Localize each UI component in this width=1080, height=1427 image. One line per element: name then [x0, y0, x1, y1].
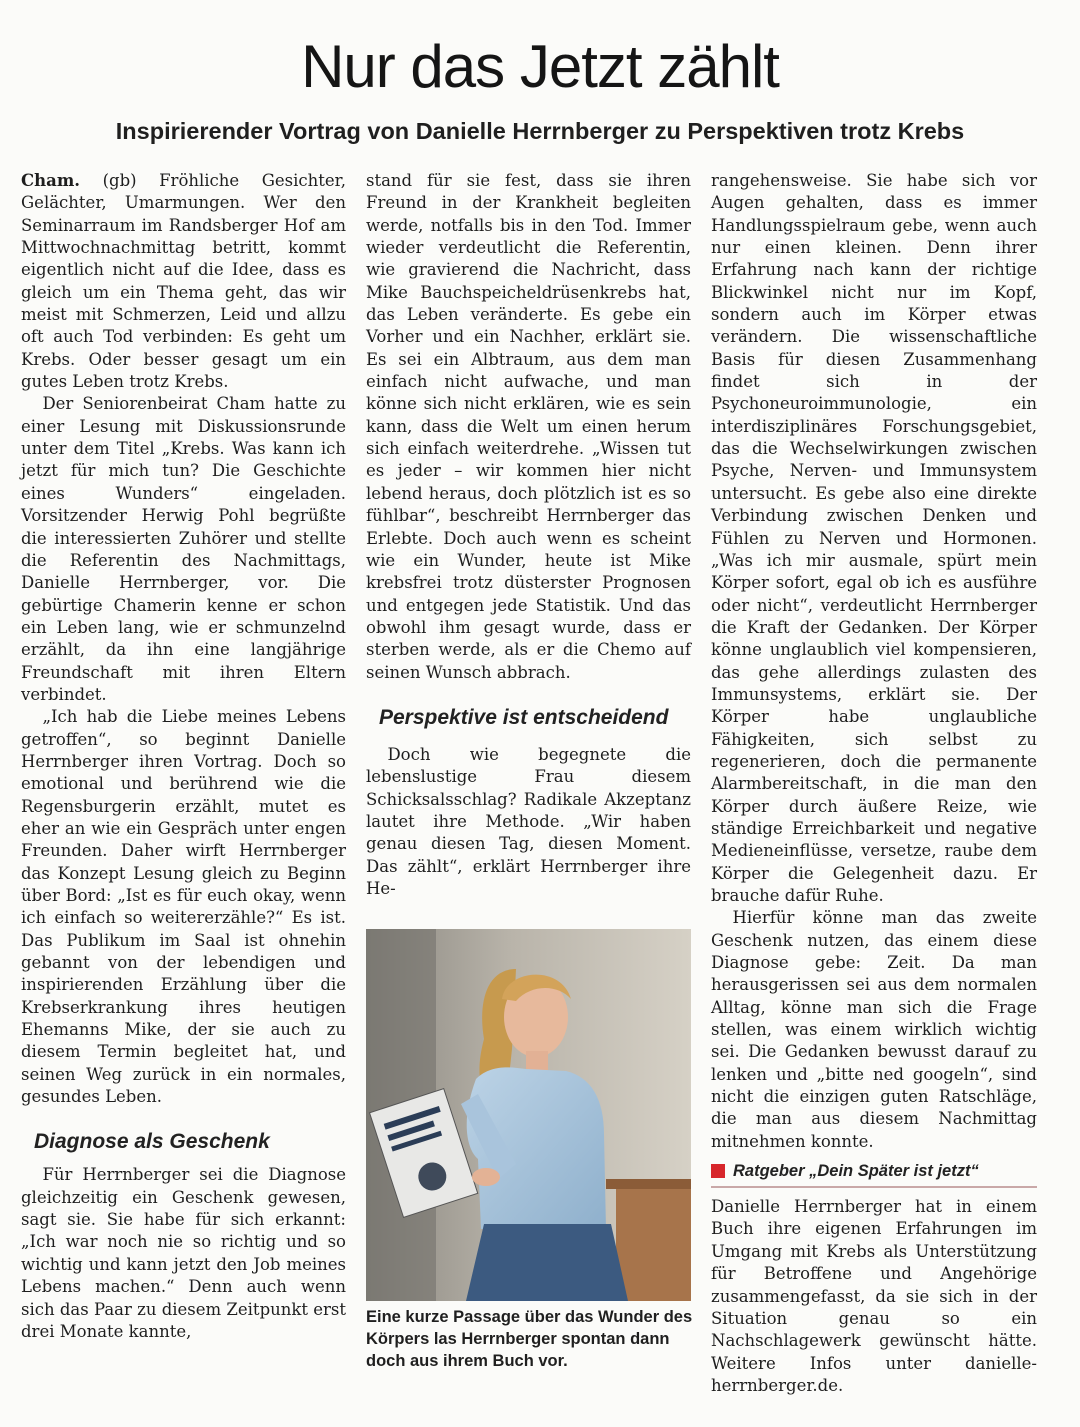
info-box-text: Danielle Herrnberger hat in einem Buch ihre eigenen Erfahrungen im Umgang mit Krebs als Unterstützung für Betroffene und Angehörige zusammengefasst, da sie sich in der Situation genau so ein Nachschlagewerk gewünscht hätte. Weitere Infos unter danielle-herrnberger.de. — [711, 1197, 1037, 1395]
article-column-1 — [21, 170, 346, 1343]
article-column-3 — [711, 170, 1037, 1397]
paragraph: stand für sie fest, dass sie ihren Freund in der Krankheit begleiten werde, notfalls bis in den Tod. Immer wieder verdeutlicht die Referentin, wie gravierend die Nachricht, dass Mike Bauchspeicheldrüsenkrebs hat, das Leben veränderte. Es gebe ein Vorher und ein Nachher, erklärt sie. Es sei ein Albtraum, aus dem man einfach nicht aufwache, und man könne sich nicht erklären, wie es sein kann, dass die Welt um einen herum sich einfach weiterdrehe. „Wissen tut es jeder – wir kommen hier nicht lebend heraus, doch plötzlich ist es so fühlbar“, beschreibt Herrnberger das Erlebte. Doch auch wenn es scheint wie ein Wunder, heute ist Mike krebsfrei trotz düsterster Prognosen und entgegen jede Statistik. Und das obwohl ihm gesagt wurde, dass er sterben werde, als er die Chemo auf seinen Wunsch abbrach. — [366, 171, 691, 682]
dateline: Cham. — [21, 171, 81, 190]
red-square-icon — [711, 1164, 725, 1178]
paragraph: Für Herrnberger sei die Diagnose gleichzeitig ein Geschenk gewesen, sagt sie. Sie habe für sich erkannt: „Ich war noch nie so richtig und so wichtig und kann jetzt den Job meines Lebens machen.“ Denn auch wenn sich das Paar zu diesem Zeitpunkt erst drei Monate kannte, — [21, 1165, 347, 1341]
subheadline: Inspirierender Vortrag von Danielle Herrnberger zu Perspektiven trotz Krebs — [115, 118, 965, 144]
section-heading: Perspektive ist entscheidend — [379, 705, 669, 729]
paragraph: Hierfür könne man das zweite Geschenk nutzen, das einem diese Diagnose gebe: Zeit. Da man herausgerissen sei aus dem normalen Alltag, könne man sich die Frage stellen, was einem wirklich wichtig sei. Die Gedanken bewusst darauf zu lenken und „bitte ned googeln“, sind nicht die einzigen guten Ratschläge, die man aus diesem Nachmittag mitnehmen konnte. — [711, 908, 1037, 1151]
info-box-title: Ratgeber „Dein Später ist jetzt“ — [733, 1162, 979, 1181]
section-heading: Diagnose als Geschenk — [34, 1130, 270, 1154]
paragraph-text: (gb) Fröhliche Gesichter, Gelächter, Umarmungen. Wer den Seminarraum im Randsberger Hof am Mittwochnachmittag betritt, kommt eigentlich nicht auf die Idee, dass es gleich um ein Thema geht, das wir meist mit Schmerzen, Leid und allzu oft auch Tod verbinden: Es geht um Krebs. Oder besser gesagt um ein gutes Leben trotz Krebs. — [21, 171, 346, 392]
paragraph — [21, 170, 346, 393]
paragraph: „Ich hab die Liebe meines Lebens getroffen“, so beginnt Danielle Herrnberger ihren Vortrag. Doch so emotional und berührend wie die Regensburgerin erzählt, mutet es eher an wie ein Gespräch unter engen Freunden. Daher wirft Herrnberger das Konzept Lesung gleich zu Beginn über Bord: „Ist es für euch okay, wenn ich einfach so weitererzähle?“ Es ist. Das Publikum im Saal ist ohnehin gebannt von der lebendigen und inspirierenden Erzählung über die Krebserkrankung ihres heutigen Ehemanns Mike, der sie auch zu diesem Termin begleitet hat, und seinen Weg zurück in ein normales, gesundes Leben. — [21, 707, 346, 1107]
paragraph: Doch wie begegnete die lebenslustige Frau diesem Schicksalsschlag? Radikale Akzeptanz lautet ihre Methode. „Wir haben genau diesen Tag, diesen Moment. Das zählt“, erklärt Herrnberger ihre He- — [366, 744, 691, 898]
headline: Nur das Jetzt zählt — [301, 33, 779, 100]
article-column-2 — [366, 170, 691, 900]
article-photo — [366, 929, 691, 1301]
paragraph: rangehensweise. Sie habe sich vor Augen gehalten, dass es immer Handlungsspielraum gebe, wenn auch nur einen kleinen. Denn ihrer Erfahrung nach kann der richtige Blickwinkel nicht nur im Kopf, sondern auch im Körper etwas verändern. Die wissenschaftliche Basis für diesen Zusammenhang findet sich in der Psychoneuroimmunologie, ein interdisziplinäres Forschungsgebiet, das die Wechselwirkungen zwischen Psyche, Nerven- und Immunsystem untersucht. Es gebe also eine direkte Verbindung zwischen Denken und Fühlen zu Nerven und Hormonen. „Was ich mir ausmale, spürt mein Körper sofort, egal ob ich es ausführe oder nicht“, verdeutlicht Herrnberger die Kraft der Gedanken. Der Körper könne unglaublich viel kompensieren, das gehe allerdings zulasten des Immunsystems, erklärt sie. Der Körper habe unglaubliche Fähigkeiten, sich selbst zu regenerieren, doch die permanente Alarmbereitschaft, in die man den Körper durch äußere Reize, wie ständige Erreichbarkeit und negative Medieneinflüsse, versetze, raube dem Körper die Gelegenheit dazu. Er brauche dafür Ruhe. — [711, 171, 1037, 905]
photo-caption: Eine kurze Passage über das Wunder des Körpers las Herrnberger spontan dann doch aus ihrem Buch vor. — [366, 1308, 693, 1370]
info-box-header — [711, 1161, 1037, 1188]
paragraph: Der Seniorenbeirat Cham hatte zu einer Lesung mit Diskussionsrunde unter dem Titel „Krebs. Was kann ich jetzt für mich tun? Die Geschichte eines Wunders“ eingeladen. Vorsitzender Herwig Pohl begrüßte die interessierten Zuhörer und stellte die Referentin des Nachmittags, Danielle Herrnberger, vor. Die gebürtige Chamerin kenne er schon ein Leben lang, wie er schmunzelnd erzählt, da ihn eine langjährige Freundschaft mit ihren Eltern verbindet. — [21, 394, 346, 704]
